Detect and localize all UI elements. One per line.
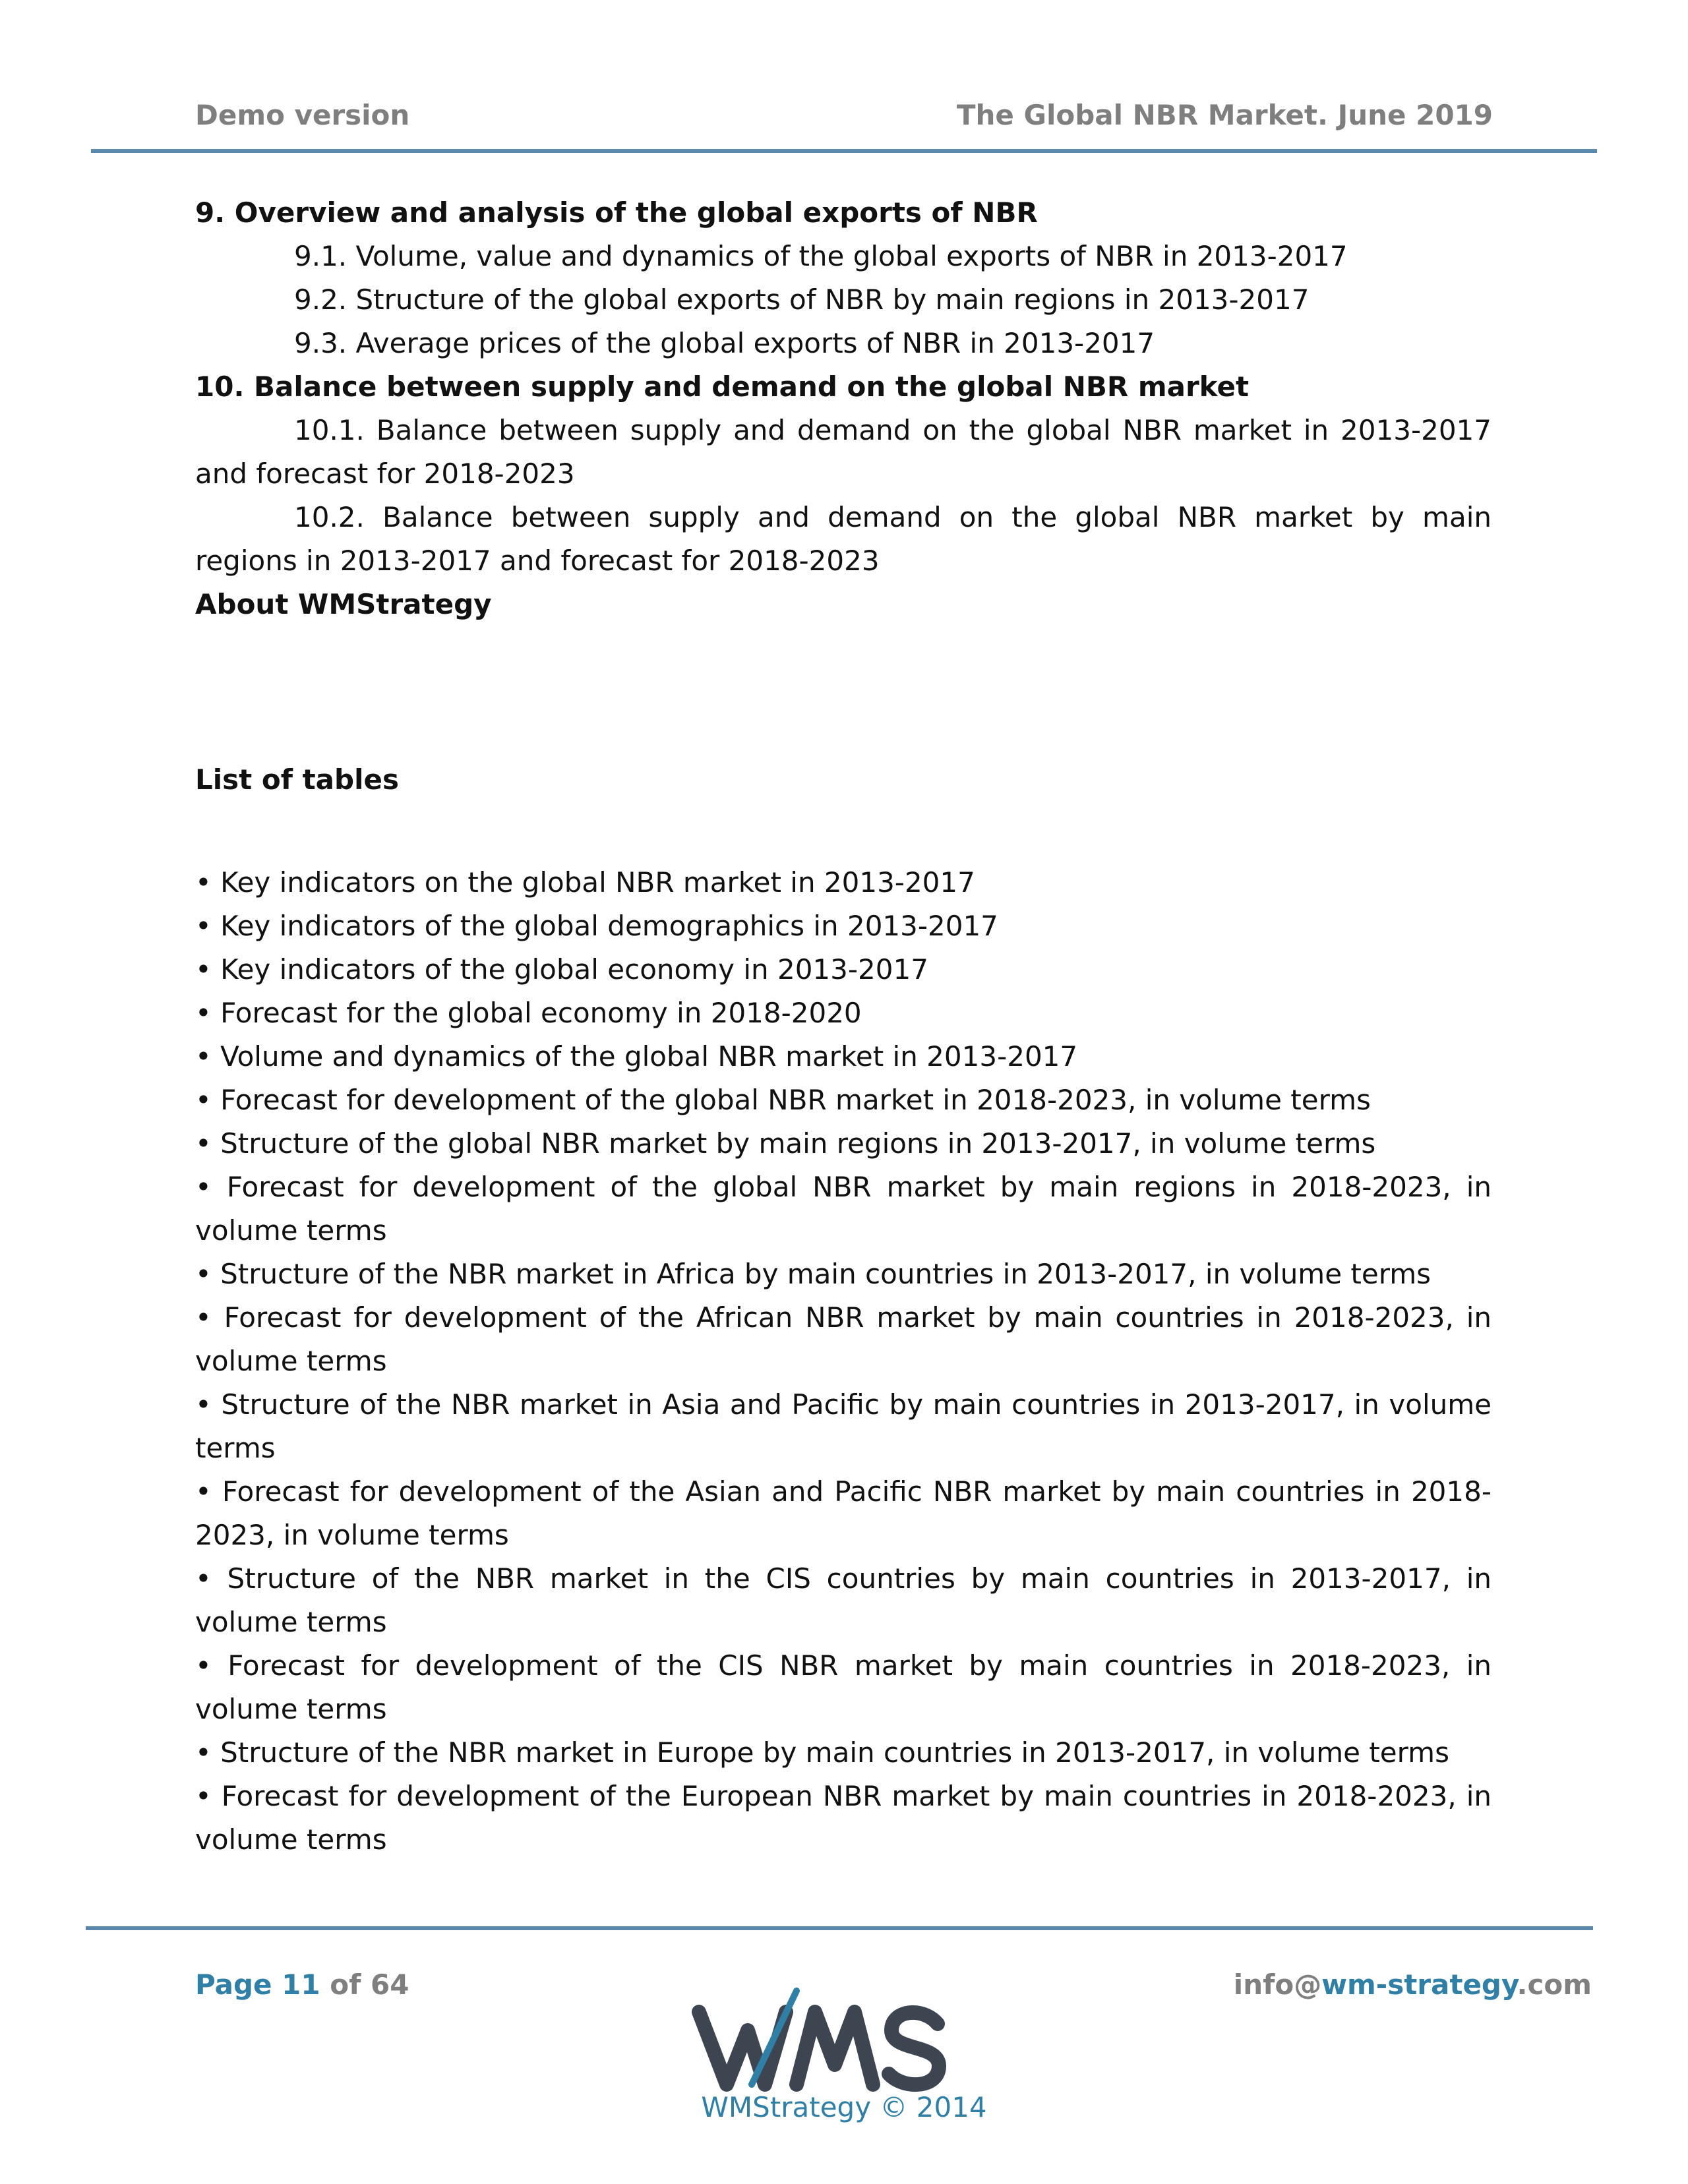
email-domain: wm-strategy (1321, 1968, 1517, 2001)
footer-rule (86, 1926, 1593, 1930)
header-left: Demo version (195, 99, 410, 131)
table-list-item: • Forecast for development of the African NBR market by main countries in 2018-2023, in volume terms (195, 1301, 1492, 1377)
table-list-item: • Structure of the NBR market in Africa by main countries in 2013-2017, in volume terms (195, 1258, 1432, 1290)
page-current: 11 (282, 1968, 320, 2001)
toc-heading: 10. Balance between supply and demand on the global NBR market (195, 370, 1250, 403)
table-list-item: • Forecast for the global economy in 2018-2020 (195, 997, 862, 1029)
page-total: of 64 (320, 1968, 409, 2001)
table-list-item: • Key indicators of the global economy in 2013-2017 (195, 953, 928, 986)
table-list-item: • Volume and dynamics of the global NBR market in 2013-2017 (195, 1040, 1078, 1073)
table-list-item: • Forecast for development of the global NBR market in 2018-2023, in volume terms (195, 1084, 1371, 1116)
table-list-item: • Key indicators on the global NBR market in 2013-2017 (195, 866, 975, 899)
toc-item: 9.1. Volume, value and dynamics of the global exports of NBR in 2013-2017 (294, 240, 1348, 272)
header-rule (91, 149, 1597, 153)
toc-item: 9.2. Structure of the global exports of NBR by main regions in 2013-2017 (294, 283, 1310, 316)
table-list-item: • Structure of the NBR market in Europe by main countries in 2013-2017, in volume terms (195, 1736, 1449, 1769)
page-number (195, 1968, 409, 2001)
toc-item: 9.3. Average prices of the global exports of NBR in 2013-2017 (294, 327, 1155, 359)
email-tld: .com (1517, 1968, 1592, 2001)
page-content (195, 191, 1492, 1862)
table-list-item: • Structure of the NBR market in Asia and Pacific by main countries in 2013-2017, in volume terms (195, 1388, 1492, 1464)
logo-caption: WMStrategy © 2014 (701, 2091, 987, 2123)
table-list-item: • Structure of the NBR market in the CIS countries by main countries in 2013-2017, in volume terms (195, 1562, 1492, 1638)
toc-item: 10.1. Balance between supply and demand on the global NBR market in 2013-2017 and forecast for 2018-2023 (195, 414, 1492, 490)
table-list-item: • Forecast for development of the CIS NBR market by main countries in 2018-2023, in volume terms (195, 1649, 1492, 1725)
page-prefix: Page (195, 1968, 282, 2001)
header-title: The Global NBR Market. June 2019 (956, 99, 1493, 131)
table-list-item: • Forecast for development of the global NBR market by main regions in 2018-2023, in volume terms (195, 1171, 1492, 1247)
toc-item: 10.2. Balance between supply and demand on the global NBR market by main regions in 2013-2017 and forecast for 2018-2023 (195, 501, 1492, 577)
contact-email[interactable] (1234, 1968, 1592, 2001)
table-list-item: • Forecast for development of the Asian and Pacific NBR market by main countries in 2018-2023, in volume terms (195, 1475, 1492, 1551)
toc-heading: 9. Overview and analysis of the global exports of NBR (195, 196, 1038, 229)
toc-heading: About WMStrategy (195, 588, 492, 620)
table-list-item: • Key indicators of the global demographics in 2013-2017 (195, 910, 998, 942)
email-user: info@ (1233, 1968, 1322, 2001)
table-list-item: • Structure of the global NBR market by main regions in 2013-2017, in volume terms (195, 1127, 1376, 1160)
table-list-item: • Forecast for development of the European NBR market by main countries in 2018-2023, in volume terms (195, 1780, 1492, 1856)
list-of-tables-title: List of tables (195, 763, 399, 796)
